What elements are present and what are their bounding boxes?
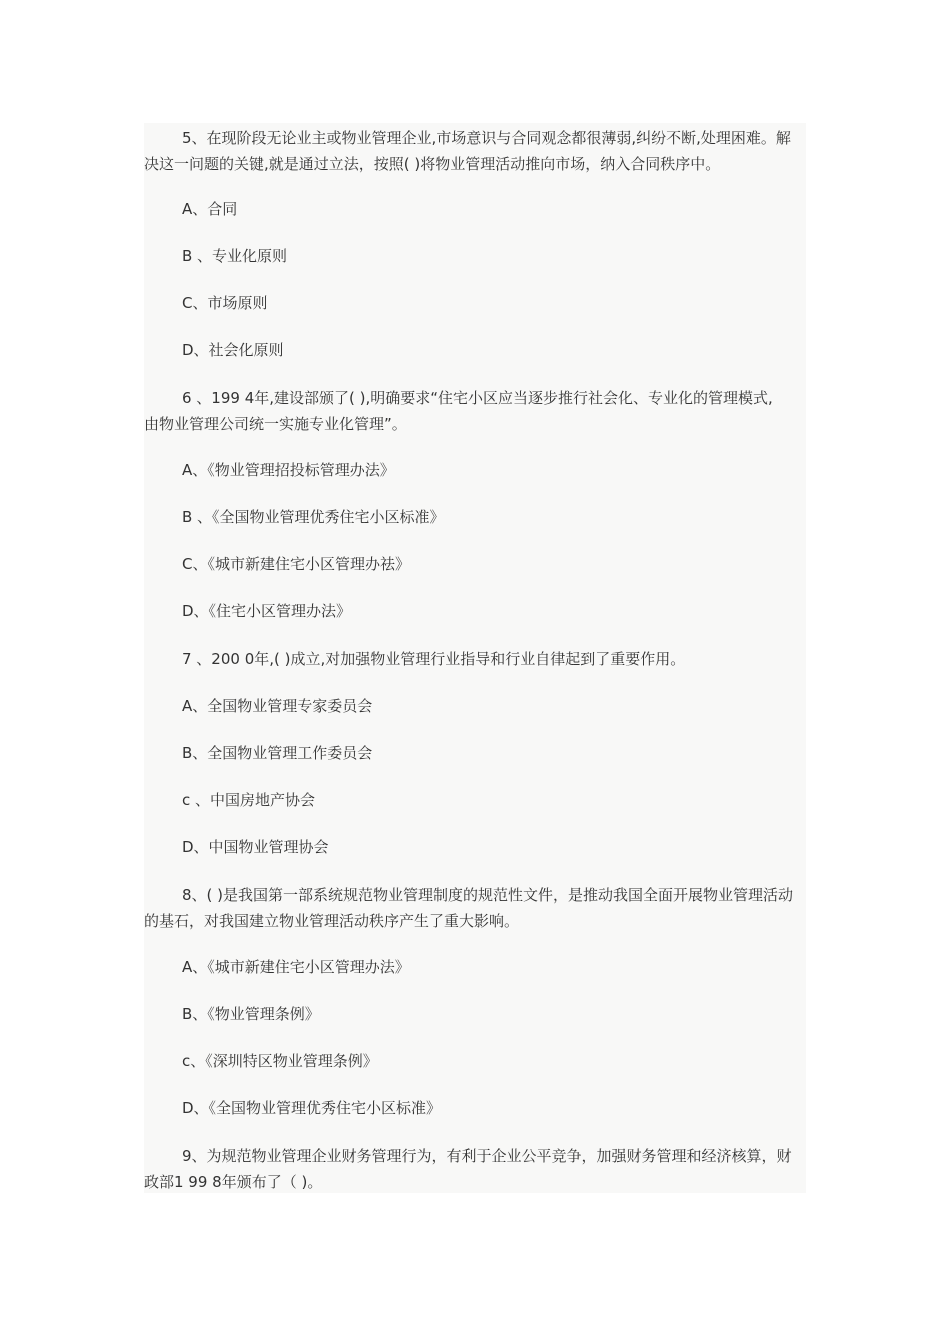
question-8-option-d: D、《全国物业管理优秀住宅小区标准》 (182, 1099, 442, 1117)
question-5-option-b: B 、专业化原则 (182, 247, 288, 265)
question-6-option-a: A、《物业管理招投标管理办法》 (182, 461, 395, 479)
question-6-option-c: C、《城市新建住宅小区管理办祛》 (182, 555, 410, 573)
question-5-option-a: A、合同 (182, 200, 238, 218)
question-8-option-c: c、《深圳特区物业管理条例》 (182, 1052, 378, 1070)
question-5-option-d: D、社会化原则 (182, 341, 284, 359)
question-6-stem-line2: 由物业管理公司统一实施专业化管理”。 (144, 415, 407, 433)
question-5-option-c: C、市场原则 (182, 294, 268, 312)
question-9-stem-line1: 9、为规范物业管理企业财务管理行为，有利于企业公平竞争，加强财务管理和经济核算，财 (182, 1147, 792, 1165)
document-page (144, 123, 806, 1193)
question-5-stem-line1: 5、在现阶段无论业主或物业管理企业,市场意识与合同观念都很薄弱,纠纷不断,处理困难。解 (182, 129, 791, 147)
question-7-option-b: B、全国物业管理工作委员会 (182, 744, 373, 762)
question-6-option-d: D、《住宅小区管理办法》 (182, 602, 352, 620)
question-8-stem-line2: 的基石，对我国建立物业管理活动秩序产生了重大影响。 (144, 912, 520, 930)
question-7-stem-line1: 7 、200 0年,( )成立,对加强物业管理行业指导和行业自律起到了重要作用。 (182, 650, 686, 668)
question-7-option-c: c 、中国房地产协会 (182, 791, 316, 809)
question-9-stem-line2: 政部1 99 8年颁布了（ )。 (144, 1173, 323, 1191)
question-7-option-a: A、全国物业管理专家委员会 (182, 697, 373, 715)
question-8-option-b: B、《物业管理条例》 (182, 1005, 320, 1023)
question-8-stem-line1: 8、( )是我国第一部系统规范物业管理制度的规范性文件，是推动我国全面开展物业管理活动 (182, 886, 794, 904)
question-8-option-a: A、《城市新建住宅小区管理办法》 (182, 958, 410, 976)
question-5-stem-line2: 决这一问题的关键,就是通过立法，按照( )将物业管理活动推向市场，纳入合同秩序中。 (144, 155, 721, 173)
question-6-stem-line1: 6 、199 4年,建设部颁了( ),明确要求“住宅小区应当逐步推行社会化、专业化的管理模式, (182, 389, 773, 407)
question-7-option-d: D、中国物业管理协会 (182, 838, 329, 856)
question-6-option-b: B 、《全国物业管理优秀住宅小区标准》 (182, 508, 445, 526)
